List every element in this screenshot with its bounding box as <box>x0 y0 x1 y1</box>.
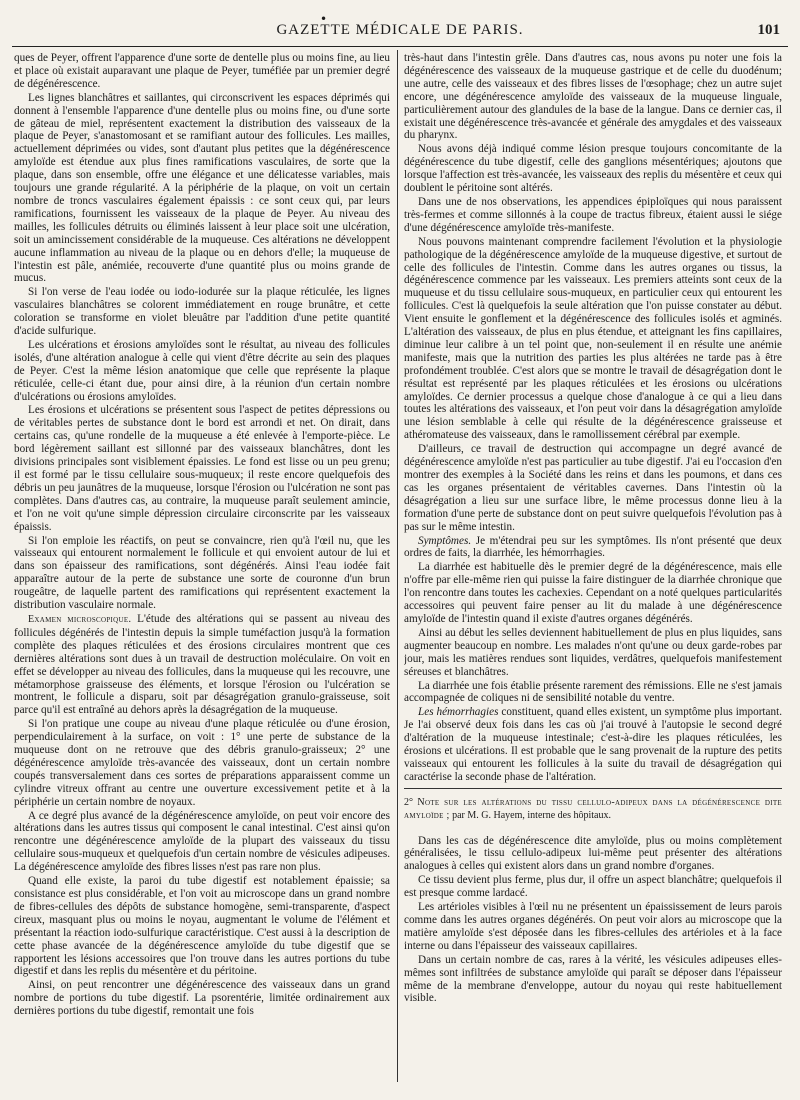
section-heading-exam: Examen microscopique. <box>28 613 132 625</box>
paragraph-symptoms <box>404 535 782 561</box>
paragraph: Ainsi, on peut rencontrer une dégénérescence des vaisseaux dans un grand nombre de portions du tube digestif. La psorentérie, limitée ordinairement aux dernières portions du tube digestif, remontait une fois <box>14 979 390 1018</box>
section-heading-hemorrhagies: Les hémorrhagies <box>418 706 499 719</box>
paragraph: Nous avons déjà indiqué comme lésion presque toujours concomitante de la dégénérescence du tube digestif, celle des ganglions mésentériques; ajoutons que lorsque l'affection est très-avancée, les vaisseaux des replis du mésentère et ceux qui doublent le péritoine sont altérés. <box>404 143 782 195</box>
paragraph-exam <box>14 613 390 717</box>
column-divider <box>397 50 398 1082</box>
paragraph: Nous pouvons maintenant comprendre facilement l'évolution et la physiologie pathologique de la dégénérescence amyloïde de la muqueuse digestive, et surtout de celle des follicules de l'intestin. Comme dans les autres organes ou tissus, la dégénérescence commence par les vaisseaux. Les premiers atteints sont ceux de la muqueuse et du tissu cellulaire sous-muqueux, en particulier ceux qui entourent les follicules. C'est là quelquefois la seule altération que l'on puisse constater au début. Vient ensuite le gonflement et la dégénérescence des follicules isolés et agminés. L'altération des vaisseaux, de plus en plus étendue, et atteignant les fins capillaires, diminue leur calibre à un tel point que, non-seulement il en résulte une anémie manifeste, mais que la nutrition des parties les plus altérées ne tarde pas à être profondément troublée. C'est alors que se montre le travail de désagrégation dont le résultat est représenté par les plaques réticulées et les érosions ou ulcérations amyloïdes. Ce dernier processus a quelque chose d'analogue à ce qui a lieu dans toutes les altérations des vaisseaux, et l'on peut voir dans la désagrégation amyloïde une lésion semblable à celle qui résulte de la dégénérescence graisseuse et athéromateuse des vaisseaux, dans le ramollissement cérébral par exemple. <box>404 235 782 442</box>
header-rule <box>12 46 788 47</box>
paragraph: Dans un certain nombre de cas, rares à la vérité, les vésicules adipeuses elles-mêmes sont infiltrées de substance amyloïde qui paraît se déposer dans l'épaisseur même de la membrane d'enveloppe, autour du noyau qui reste habituellement visible. <box>404 953 782 1005</box>
paragraph: Les artérioles visibles à l'œil nu ne présentent un épaississement de leurs parois comme dans les autres organes dégénérés. On peut voir alors au microscope que la matière amyloïde s'est déposée dans les fibres-cellules des artérioles et à la face interne ou dans l'épaisseur des vaisseaux capillaires. <box>404 901 782 952</box>
paragraph: Si l'on emploie les réactifs, on peut se convaincre, rien qu'à l'œil nu, que les vaisseaux qui entourent normalement le follicule et qui envoient autour de lui et dans son épaisseur des ramifications, sont dégénérés. Ainsi l'eau iodée fait apparaître autour de la perte de substance une sorte de couronne d'un brun rougeâtre, de laquelle partent des ramifications qui représentent exactement la distribution vasculaire normale. <box>14 534 390 612</box>
note-author: M. G. Hayem, <box>467 809 525 821</box>
paragraph: Dans une de nos observations, les appendices épiploïques qui nous paraissent très-fermes et comme sillonnés à la coupe de tractus fibreux, étaient aussi le siége d'une dégénérescence amyloïde très-manifeste. <box>404 195 782 234</box>
note-separator <box>404 788 782 789</box>
paragraph: Les érosions et ulcérations se présentent sous l'aspect de petites dépressions ou de véritables pertes de substance dont le bord est arrondi et net. On dirait, dans certains cas, qu'une rondelle de la muqueuse a été enlevée à l'emporte-pièce. Le bord légèrement saillant est sillonné par des vaisseaux blanchâtres, dont les divisions principales sont visiblement épaissies. Le fond est lisse ou un peu grenu; il est formé par le tissu cellulaire sous-muqueux; il reste encore quelquefois des débris un peu jaunâtres de la muqueuse, lorsque l'érosion ou l'ulcération ne sont pas complètes. Dans d'autres cas, au contraire, la muqueuse paraît seulement amincie, et l'on ne voit qu'une simple dépression circulaire circonscrite par les vaisseaux épaissis. <box>14 404 390 533</box>
page-header <box>12 12 788 48</box>
paragraph: La diarrhée est habituelle dès le premier degré de la dégénérescence, mais elle n'offre par elle-même rien qui puisse la faire distinguer de la diarrhée chronique que l'on rencontre dans toutes les cachexies. Cependant on a noté quelques particularités accessoires qui peuvent faire penser au lit du malade à une dégénérescence amyloïde de l'intestin quand il existe d'autres organes dégénérés. <box>404 561 782 625</box>
paragraph: Les ulcérations et érosions amyloïdes sont le résultat, au niveau des follicules isolés, d'une altération analogue à celle qui vient d'être décrite au sein des plaques de Peyer. C'est la même lésion anatomique que celle que représente la plaque réticulée, celle-ci étant due, pour ainsi dire, à la réunion d'un certain nombre d'ulcérations ou érosions amyloïdes. <box>14 338 390 403</box>
paragraph: Si l'on verse de l'eau iodée ou iodo-iodurée sur la plaque réticulée, les lignes vasculaires blanchâtres se colorent immédiatement en rouge brunâtre, et cette coloration se transforme en violet bleuâtre par l'addition d'une petite quantité d'acide sulfurique. <box>14 286 390 338</box>
paragraph: Ce tissu devient plus ferme, plus dur, il offre un aspect blanchâtre; quelquefois il est presque comme lardacé. <box>404 874 782 900</box>
note-title: Note sur les altérations du tissu cellulo-adipeux dans la dégénérescence dite amyloïde ; <box>404 796 782 821</box>
paragraph: ques de Peyer, offrent l'apparence d'une sorte de dentelle plus ou moins fine, au lieu et place où existait auparavant une plaque de Peyer, tuméfiée par un premier degré de dégénérescence. <box>14 52 390 90</box>
paragraph: D'ailleurs, ce travail de destruction qui accompagne un degré avancé de dégénérescence amyloïde n'est pas particulier au tube digestif. J'ai eu l'occasion d'en montrer des exemples à la Société dans les reins et dans les poumons, et dans ces cas les organes présentaient de véritables cavernes. Dans l'intestin où la désagrégation a lieu sur une surface libre, le même processus donne lieu à la formation d'une perte de substance dont on peut suivre quelquefois l'évolution pas à pas sur le même intestin. <box>404 443 782 533</box>
paragraph-text: L'étude des altérations qui se passent au niveau des follicules dégénérés de l'intestin depuis la simple tuméfaction jusqu'à la formation complète des plaques réticulées et des érosions circulaires montrent que ces dernières altérations sont dues à un travail de destruction moléculaire. On voit en effet se développer au niveau des follicules, dans la muqueuse qui les recouvre, une métamorphose graisseuse des éléments, et lorsque l'érosion ou l'ulcération se montrent, le follicule a disparu, soit par désagrégation granulo-graisseuse, soit parce qu'il est entraîné au dehors après la désagrégation de la muqueuse. <box>14 612 390 717</box>
page-number: 101 <box>757 22 780 38</box>
note-number: 2° <box>404 796 413 808</box>
paragraph: A ce degré plus avancé de la dégénérescence amyloïde, on peut voir encore des altérations dans les autres tissus qui composent le canal intestinal. C'est ainsi qu'on rencontre une dégénérescence amyloïde de la plupart des vaisseaux du tissu cellulaire sous-muqueux et quelquefois d'un certain nombre de vésicules adipeuses. La dégénérescence amyloïde des fibres lisses n'est pas rare non plus. <box>14 809 390 874</box>
paragraph: Dans les cas de dégénérescence dite amyloïde, plus ou moins complètement généralisées, le tissu cellulo-adipeux lui-même peut présenter des altérations analogues à celles qui existent alors dans un grand nombre d'organes. <box>404 834 782 873</box>
paragraph: La diarrhée une fois établie présente rarement des rémissions. Elle ne s'est jamais accompagnée de coliques ni de sensibilité notable du ventre. <box>404 679 782 705</box>
paragraph: Quand elle existe, la paroi du tube digestif est notablement épaissie; sa consistance est plus considérable, et l'on voit au microscope dans un grand nombre de fibres-cellules des dépôts de substance homogène, semi-transparente, d'aspect cireux, masquant plus ou moins le noyau, augmentant le volume de l'élément et présentant la réaction iodo-sulfurique caractéristique. C'est aussi à la description de cette phase avancée de la dégénérescence amyloïde du tube digestif que se rapportent les lésions accessoires que l'on trouve dans les autres portions du tube digestif et dans les replis du mésentère et du péritoine. <box>14 875 390 978</box>
paragraph: Les lignes blanchâtres et saillantes, qui circonscrivent les espaces déprimés qui donnent à l'ensemble l'apparence d'une dentelle plus ou moins fine, ou d'une sorte de gâteau de miel, représentent exactement la distribution des vaisseaux de la plaque de Peyer, s'anastomosant et se ramifiant autour des follicules. Les mailles, actuellement déprimées ou vides, sont d'autant plus petites que la dégénérescence amyloïde est étendue aux plus fines ramifications vasculaires, de sorte que la plaque, dans son ensemble, offre une élégance et une délicatesse variables, mais toujours une grande régularité. A la périphérie de la plaque, on voit un certain nombre de troncs vasculaires également épaissis : ce sont ceux qui, par leurs ramifications, fournissent les vaisseaux de la plaque de Peyer. Au niveau des mailles, les follicules détruits ou éliminés laissent à leur place soit une ulcération, soit un amincissement considérable de la muqueuse. Ces altérations ne développent aucune inflammation au niveau de la plaque ou en dehors d'elle; la muqueuse de l'intestin est pâle, anémiée, recouverte d'une quantité plus ou moins grande de mucus. <box>14 91 390 285</box>
paragraph-text: constituent, quand elles existent, un symptôme plus important. Je l'ai observé deux fois dans les cas où j'ai trouvé à l'autopsie le second degré d'altération de la muqueuse intestinale; c'est-à-dire les plaques réticulées, les érosions et ulcérations. Il est probable que le sang provenait de la rupture des petits vaisseaux qui entourent les follicules à la suite du travail de désagrégation qui caractérise la seconde phase de l'altération. <box>404 706 782 783</box>
note-author-prefix: par <box>452 809 465 821</box>
paragraph: Si l'on pratique une coupe au niveau d'une plaque réticulée ou d'une érosion, perpendiculairement à la surface, on voit : 1° une perte de substance de la muqueuse dont on ne retrouve que des débris granulo-graisseux; 2° une dégénérescence amyloïde très-avancée des vaisseaux, dont un certain nombre coupés transversalement dans ces sortes de préparations apparaissent comme un cylindre vitreux offrant au centre une ouverture excessivement petite et à la périphérie un certain nombre de noyaux. <box>14 718 390 808</box>
header-dot: • <box>320 12 328 26</box>
note-author-suffix: interne des hôpitaux. <box>527 809 611 821</box>
right-column <box>404 52 782 1080</box>
paragraph-hemorrhagies <box>404 706 782 783</box>
left-column <box>14 52 390 1080</box>
paragraph: Ainsi au début les selles deviennent habituellement de plus en plus liquides, sans augmenter beaucoup en nombre. Les malades n'ont qu'une ou deux garde-robes par jour, mais les matières rendues sont liquides, verdâtres, quelquefois manifestement séreuses et blanchâtres. <box>404 626 782 678</box>
paragraph-text: Je m'étendrai peu sur les symptômes. Ils n'ont présenté que deux ordres de faits, la diarrhée, les hémorrhagies. <box>404 534 782 560</box>
paragraph: très-haut dans l'intestin grêle. Dans d'autres cas, nous avons pu noter une fois la dégénérescence des vaisseaux de la muqueuse gastrique et de celle du duodénum; une autre, celle des vaisseaux et des fibres lisses de l'œsophage; chez un autre sujet encore, une dégénérescence amyloïde des vaisseaux de la muqueuse linguale, particulièrement autour des glandules de la base de la langue. Dans ce dernier cas, il existait une dégénérescence très-avancée et générale des amygdales et des vaisseaux du pharynx. <box>404 52 782 142</box>
journal-title: GAZETTE MÉDICALE DE PARIS. <box>276 22 524 38</box>
section-heading-symptoms: Symptômes. <box>418 534 472 547</box>
note-heading <box>404 797 782 823</box>
